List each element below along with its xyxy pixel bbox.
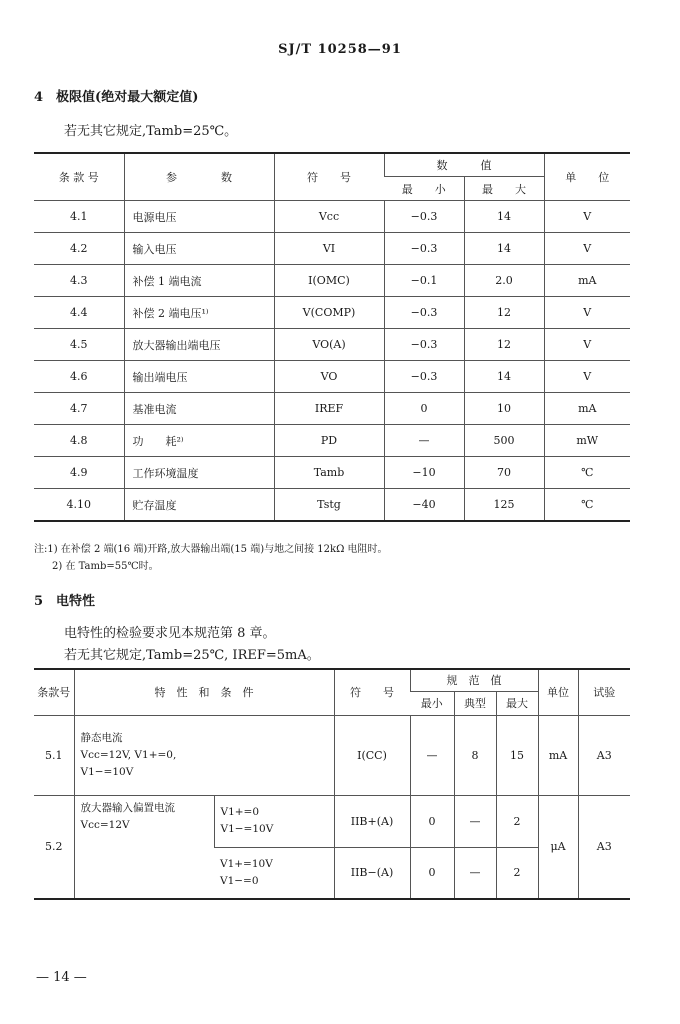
- min-value: −40: [384, 489, 464, 522]
- clause-no: 4.8: [34, 425, 124, 457]
- param-name: 基准电流: [124, 393, 274, 425]
- symbol: VO: [274, 361, 384, 393]
- table-row: [34, 457, 630, 489]
- condition: [74, 715, 334, 795]
- param-name: 工作环境温度: [124, 457, 274, 489]
- max-value: 10: [464, 393, 544, 425]
- unit: ℃: [544, 457, 630, 489]
- table-row: [34, 265, 630, 297]
- symbol: VO(A): [274, 329, 384, 361]
- sub-condition: [214, 795, 334, 847]
- typ-value: —: [454, 795, 496, 847]
- header-clause: 条 款 号: [34, 153, 124, 201]
- sub-condition: [214, 847, 334, 899]
- unit: mA: [544, 393, 630, 425]
- typ-value: —: [454, 847, 496, 899]
- param-name: 功 耗²⁾: [124, 425, 274, 457]
- clause-no: 4.10: [34, 489, 124, 522]
- min-value: −0.3: [384, 233, 464, 265]
- symbol: IIB+(A): [334, 795, 410, 847]
- condition-line: V1+=0: [220, 806, 260, 818]
- min-value: 0: [410, 847, 454, 899]
- header-symbol: 符 号: [334, 669, 410, 715]
- unit: V: [544, 361, 630, 393]
- unit: mA: [544, 265, 630, 297]
- symbol: IIB−(A): [334, 847, 410, 899]
- param-name: 放大器输出端电压: [124, 329, 274, 361]
- header-unit: 单 位: [544, 153, 630, 201]
- max-value: 500: [464, 425, 544, 457]
- max-value: 2: [496, 847, 538, 899]
- test: A3: [578, 715, 630, 795]
- clause-no: 4.6: [34, 361, 124, 393]
- clause-no: 4.5: [34, 329, 124, 361]
- header-value: 数 值: [384, 153, 544, 177]
- unit: mA: [538, 715, 578, 795]
- max-value: 14: [464, 233, 544, 265]
- clause-no: 4.9: [34, 457, 124, 489]
- symbol: I(OMC): [274, 265, 384, 297]
- header-param: 参 数: [124, 153, 274, 201]
- section-5-title: 5 电特性: [34, 594, 96, 609]
- header-clause: 条款号: [34, 669, 74, 715]
- section-5-line-1: 电特性的检验要求见本规范第 8 章。: [64, 626, 276, 641]
- unit: mW: [544, 425, 630, 457]
- table-row: [34, 361, 630, 393]
- condition-line: 静态电流: [80, 731, 123, 744]
- unit: V: [544, 297, 630, 329]
- max-value: 70: [464, 457, 544, 489]
- table-row: [34, 233, 630, 265]
- unit: V: [544, 233, 630, 265]
- clause-no: 4.2: [34, 233, 124, 265]
- symbol: Vcc: [274, 201, 384, 233]
- max-value: 12: [464, 329, 544, 361]
- table-row: [34, 795, 630, 847]
- condition-line: Vcc=12V: [80, 818, 130, 831]
- condition-line: V1+=10V: [220, 857, 273, 870]
- electrical-characteristics-table: [34, 668, 630, 900]
- table-row: [34, 297, 630, 329]
- max-value: 14: [464, 361, 544, 393]
- header-min: 最 小: [384, 177, 464, 201]
- symbol: Tamb: [274, 457, 384, 489]
- header-min: 最小: [410, 691, 454, 715]
- max-value: 2: [496, 795, 538, 847]
- header-characteristic: 特 性 和 条 件: [74, 669, 334, 715]
- max-value: 2.0: [464, 265, 544, 297]
- param-name: 电源电压: [124, 201, 274, 233]
- min-value: 0: [384, 393, 464, 425]
- header-range: 规 范 值: [410, 669, 538, 691]
- unit: V: [544, 201, 630, 233]
- min-value: —: [410, 715, 454, 795]
- unit: μA: [538, 795, 578, 899]
- header-typ: 典型: [454, 691, 496, 715]
- limit-values-table: [34, 152, 630, 522]
- unit: V: [544, 329, 630, 361]
- symbol: VI: [274, 233, 384, 265]
- min-value: 0: [410, 795, 454, 847]
- header-max: 最 大: [464, 177, 544, 201]
- max-value: 14: [464, 201, 544, 233]
- header-symbol: 符 号: [274, 153, 384, 201]
- table-row: [34, 715, 630, 795]
- table-row: [34, 393, 630, 425]
- max-value: 15: [496, 715, 538, 795]
- param-name: 补偿 2 端电压¹⁾: [124, 297, 274, 329]
- symbol: I(CC): [334, 715, 410, 795]
- symbol: PD: [274, 425, 384, 457]
- table-row: [34, 201, 630, 233]
- typ-value: 8: [454, 715, 496, 795]
- header-test: 试验: [578, 669, 630, 715]
- clause-no: 5.1: [34, 715, 74, 795]
- clause-no: 4.1: [34, 201, 124, 233]
- param-name: 补偿 1 端电流: [124, 265, 274, 297]
- param-name: 输出端电压: [124, 361, 274, 393]
- min-value: −0.3: [384, 361, 464, 393]
- section-4-title: 4 极限值(绝对最大额定值): [34, 90, 199, 105]
- note-2: 2) 在 Tamb=55℃时。: [52, 561, 159, 572]
- header-unit: 单位: [538, 669, 578, 715]
- symbol: V(COMP): [274, 297, 384, 329]
- min-value: −0.3: [384, 297, 464, 329]
- table-row: [34, 489, 630, 522]
- min-value: −0.3: [384, 201, 464, 233]
- min-value: −0.1: [384, 265, 464, 297]
- condition-line: V1−=10V: [80, 765, 134, 778]
- min-value: −0.3: [384, 329, 464, 361]
- condition-line: Vcc=12V, V1+=0,: [80, 748, 177, 761]
- condition-line: V1−=0: [220, 874, 259, 887]
- unit: ℃: [544, 489, 630, 522]
- table-row: [34, 425, 630, 457]
- page-number: — 14 —: [36, 970, 87, 985]
- condition: [74, 795, 214, 899]
- symbol: Tstg: [274, 489, 384, 522]
- min-value: −10: [384, 457, 464, 489]
- max-value: 12: [464, 297, 544, 329]
- clause-no: 5.2: [34, 795, 74, 899]
- document-header: SJ/T 10258—91: [278, 42, 402, 57]
- min-value: —: [384, 425, 464, 457]
- clause-no: 4.4: [34, 297, 124, 329]
- header-max: 最大: [496, 691, 538, 715]
- condition-line: V1−=10V: [220, 823, 274, 835]
- symbol: IREF: [274, 393, 384, 425]
- max-value: 125: [464, 489, 544, 522]
- clause-no: 4.3: [34, 265, 124, 297]
- param-name: 贮存温度: [124, 489, 274, 522]
- clause-no: 4.7: [34, 393, 124, 425]
- param-name: 输入电压: [124, 233, 274, 265]
- test: A3: [578, 795, 630, 899]
- table-row: [34, 329, 630, 361]
- section-5-line-2: 若无其它规定,Tamb=25℃, IREF=5mA。: [64, 648, 320, 663]
- note-1: 注:1) 在补偿 2 端(16 端)开路,放大器输出端(15 端)与地之间接 12kΩ 电阻时。: [34, 544, 388, 555]
- condition-line: 放大器输入偏置电流: [80, 801, 175, 814]
- section-4-condition: 若无其它规定,Tamb=25℃。: [64, 124, 238, 139]
